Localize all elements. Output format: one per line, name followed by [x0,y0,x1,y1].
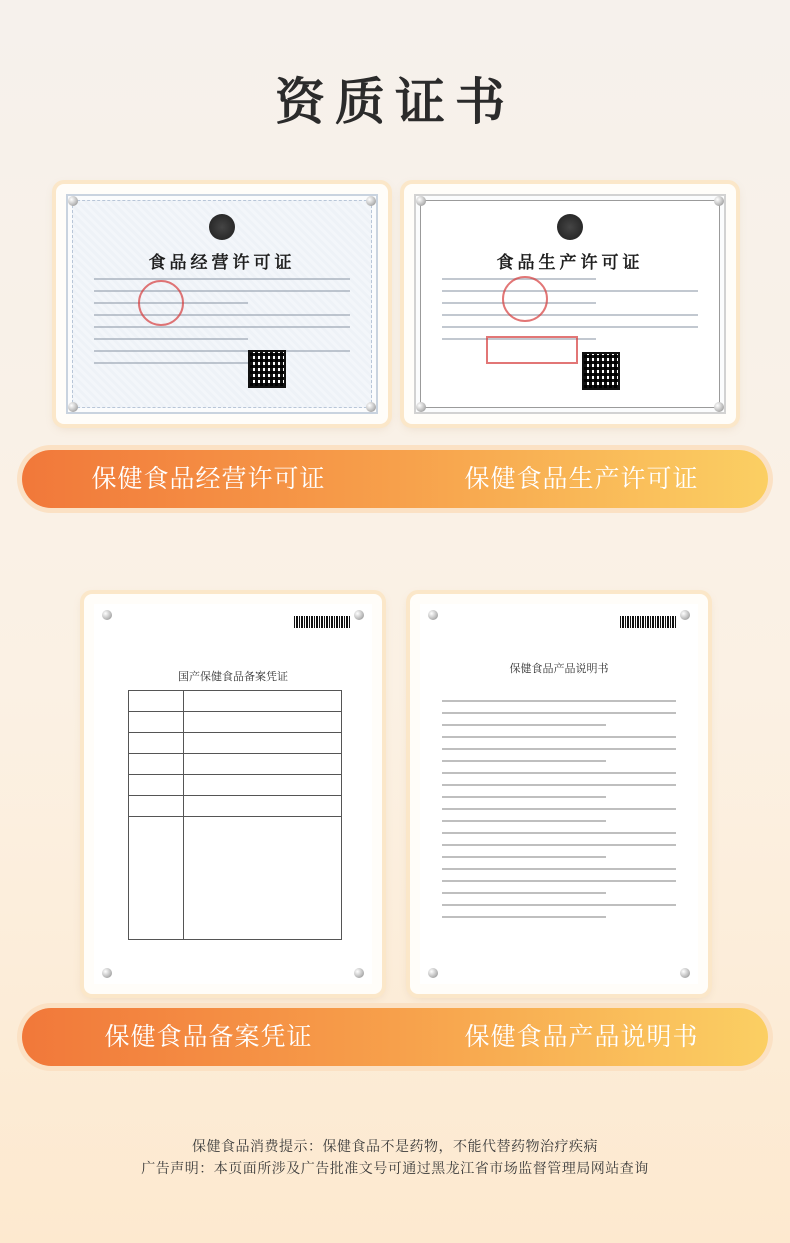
frame-bolt-icon [102,968,112,978]
frame-bolt-icon [714,402,724,412]
consumer-notice: 保健食品消费提示：保健食品不是药物，不能代替药物治疗疾病 [192,1139,598,1155]
certificate-frame-product-manual [410,594,708,994]
official-seal-icon [502,276,548,322]
frame-bolt-icon [680,968,690,978]
barcode-icon [620,616,676,628]
barcode-icon [294,616,350,628]
certificate-heading: 食品经营许可证 [148,253,296,273]
frame-bolt-icon [102,610,112,620]
frame-bolt-icon [354,610,364,620]
document-heading: 国产保健食品备案凭证 [178,670,288,683]
banner-label-filing-certificate: 保健食品备案凭证 [104,1022,313,1051]
page-title: 资质证书 [275,73,515,131]
frame-bolt-icon [680,610,690,620]
document-heading: 保健食品产品说明书 [509,662,609,675]
filing-certificate-image [94,604,372,984]
frame-bolt-icon [428,610,438,620]
advertising-statement: 广告声明：本页面所涉及广告批准文号可通过黑龙江省市场监督管理局网站查询 [141,1161,649,1177]
frame-bolt-icon [428,968,438,978]
qr-code-icon [248,350,286,388]
certificate-heading: 食品生产许可证 [496,253,644,273]
frame-bolt-icon [366,402,376,412]
banner-label-product-manual: 保健食品产品说明书 [464,1022,699,1051]
banner-label-business-license: 保健食品经营许可证 [91,464,326,493]
qr-code-icon [582,352,620,390]
frame-bolt-icon [416,402,426,412]
frame-bolt-icon [68,402,78,412]
filing-record-table [128,690,342,940]
official-seal-icon [138,280,184,326]
certificate-frame-production-license [404,184,736,424]
frame-bolt-icon [68,196,78,206]
banner-licenses [22,450,768,508]
frame-bolt-icon [354,968,364,978]
banner-documents [22,1008,768,1066]
production-license-image [414,194,726,414]
business-license-image [66,194,378,414]
frame-bolt-icon [366,196,376,206]
certificate-frame-business-license [56,184,388,424]
banner-label-production-license: 保健食品生产许可证 [464,464,699,493]
copy-watermark-stamp [486,336,578,364]
frame-bolt-icon [714,196,724,206]
national-emblem-icon [557,214,583,240]
product-manual-image [420,604,698,984]
frame-bolt-icon [416,196,426,206]
certificate-frame-filing-certificate [84,594,382,994]
national-emblem-icon [209,214,235,240]
